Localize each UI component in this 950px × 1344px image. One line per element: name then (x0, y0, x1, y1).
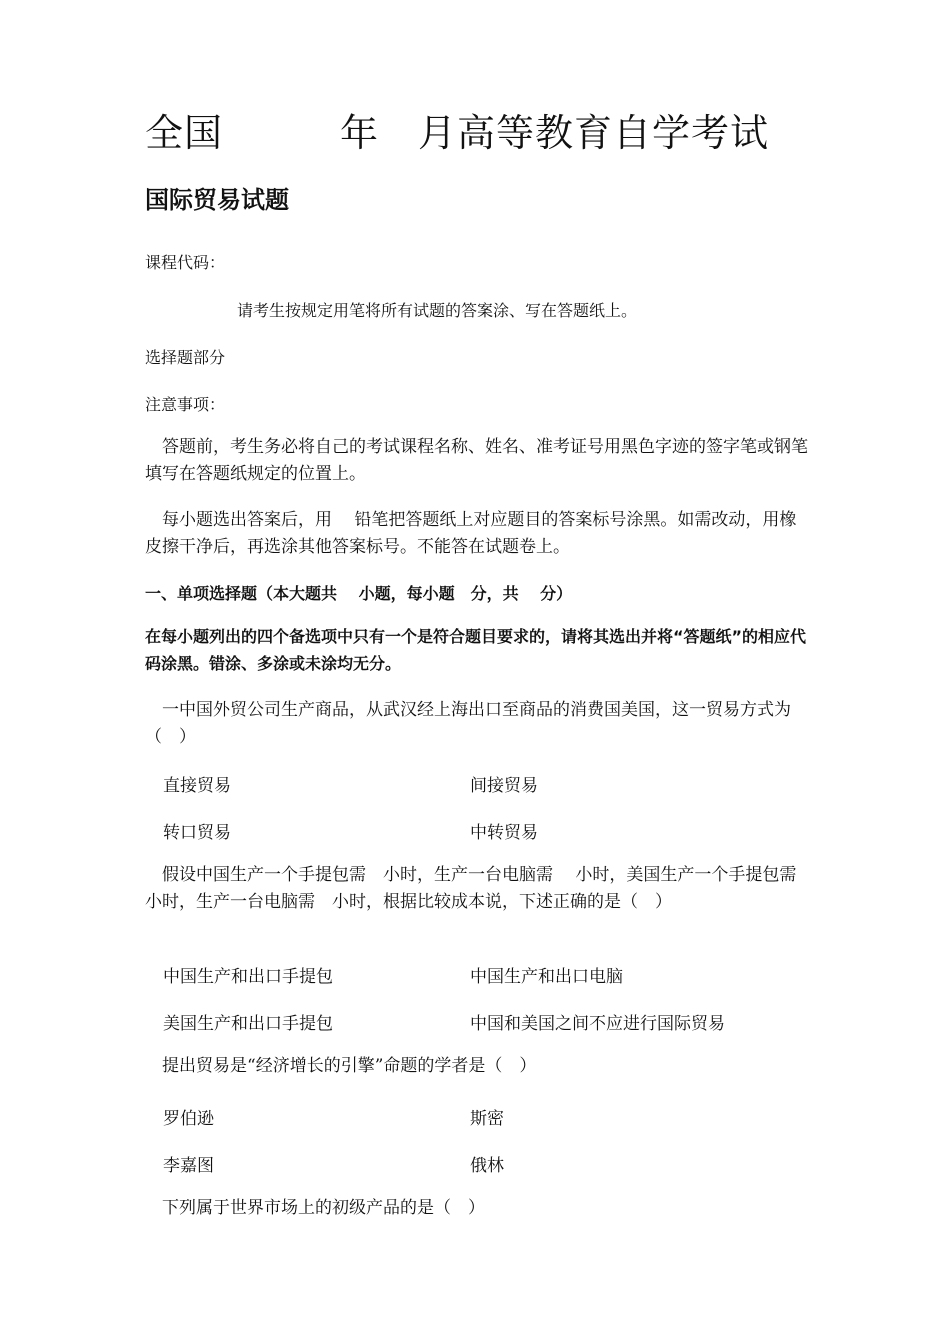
notice-label: 注意事项： (145, 395, 226, 414)
part-one-instruction: 在每小题列出的四个备选项中只有一个是符合题目要求的，请将其选出并将“答题纸”的相应代码涂黑。错涂、多涂或未涂均无分。 (145, 627, 807, 673)
question-option: 斯密 (470, 1109, 504, 1129)
exam-subtitle: 国际贸易试题 (145, 186, 289, 214)
section-choice-label: 选择题部分 (145, 348, 226, 367)
question-stem: 假设中国生产一个手提包需 小时，生产一台电脑需 小时，美国生产一个手提包需 小时，生产一台电脑需 小时，根据比较成本说，下述正确的是（ ） (145, 865, 814, 912)
question-option: 美国生产和出口手提包 (163, 1014, 333, 1034)
question-option: 罗伯逊 (163, 1109, 214, 1129)
course-code-label: 课程代码： (145, 253, 226, 272)
question-option: 中国生产和出口手提包 (163, 967, 333, 987)
question-option: 间接贸易 (470, 776, 538, 796)
question-option: 中转贸易 (470, 823, 538, 843)
question-stem: 一中国外贸公司生产商品，从武汉经上海出口至商品的消费国美国，这一贸易方式为（ ） (145, 700, 791, 747)
question-option: 转口贸易 (163, 823, 231, 843)
question-option: 直接贸易 (163, 776, 231, 796)
question-option: 中国和美国之间不应进行国际贸易 (470, 1014, 725, 1034)
question-option: 俄林 (470, 1156, 504, 1176)
notice-item-1: 答题前，考生务必将自己的考试课程名称、姓名、准考证号用黑色字迹的签字笔或钢笔填写在答题纸规定的位置上。 (145, 437, 808, 484)
part-one-heading: 一、单项选择题（本大题共 小题，每小题 分，共 分） (145, 584, 573, 603)
notice-item-2: 每小题选出答案后，用 铅笔把答题纸上对应题目的答案标号涂黑。如需改动，用橡皮擦干净后，再选涂其他答案标号。不能答在试题卷上。 (145, 510, 797, 557)
question-stem: 下列属于世界市场上的初级产品的是（ ） (145, 1198, 485, 1218)
question-option: 中国生产和出口电脑 (470, 967, 623, 987)
exam-title: 全国 年 月高等教育自学考试 (145, 111, 770, 155)
question-stem: 提出贸易是“经济增长的引擎”命题的学者是（ ） (145, 1056, 537, 1076)
question-option: 李嘉图 (163, 1156, 214, 1176)
answer-instruction: 请考生按规定用笔将所有试题的答案涂、写在答题纸上。 (237, 301, 638, 320)
